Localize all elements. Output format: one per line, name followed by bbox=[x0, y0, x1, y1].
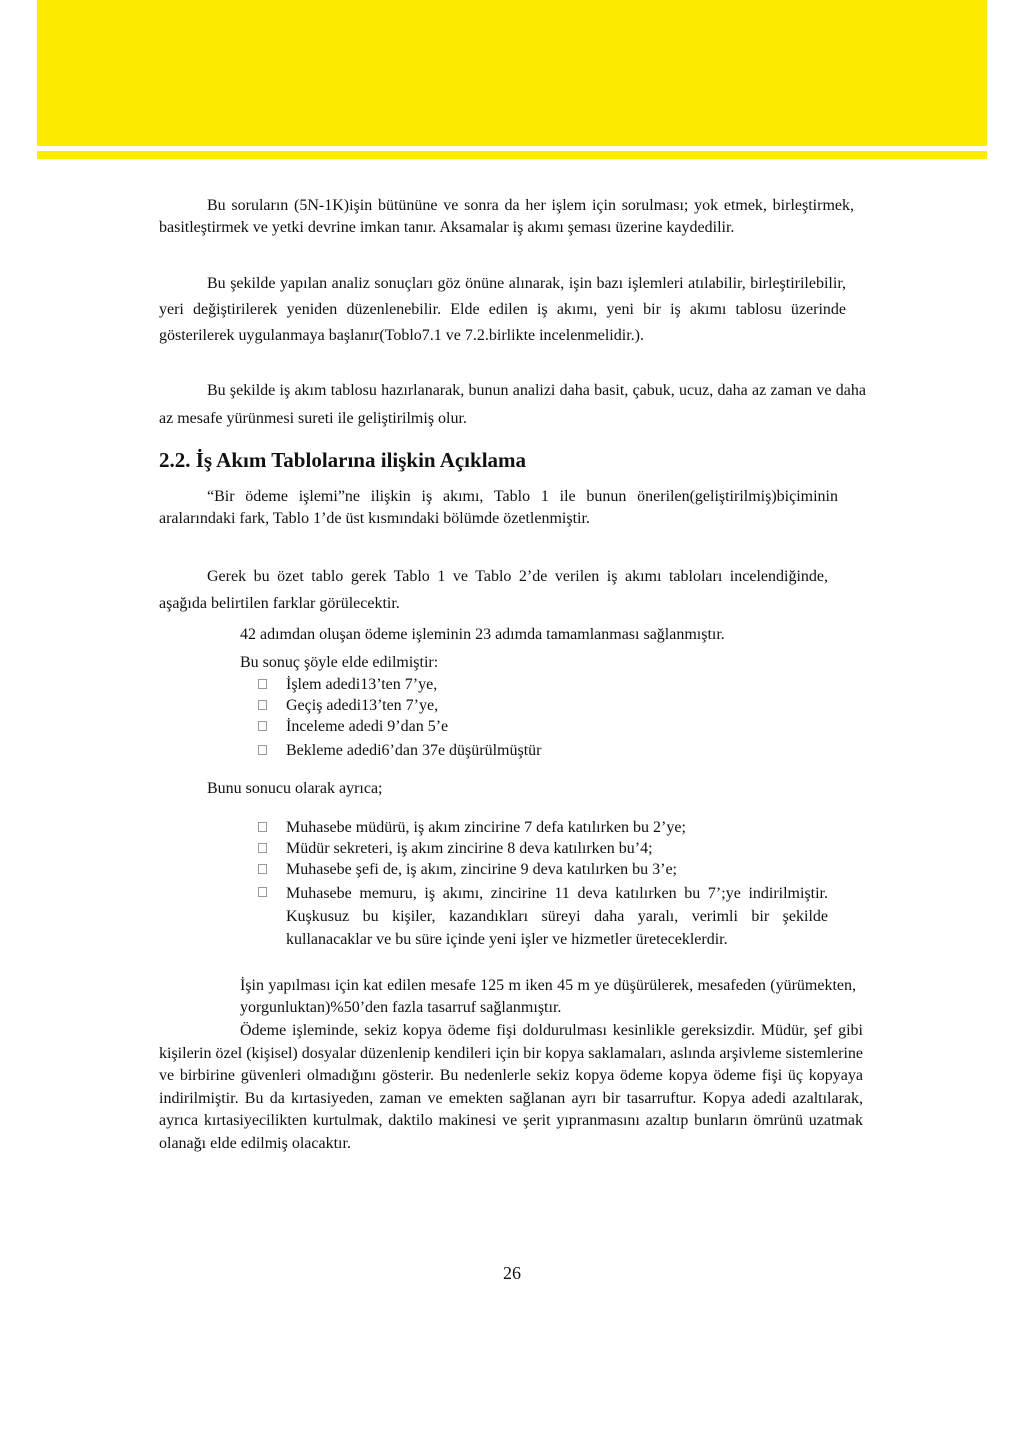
list-item bbox=[240, 859, 828, 880]
list-item bbox=[240, 740, 840, 761]
checkbox-bullet-icon bbox=[258, 822, 267, 832]
result-statement: 42 adımdan oluşan ödeme işleminin 23 adımda tamamlanması sağlanmıştır. bbox=[240, 626, 725, 643]
paragraph-distance-saving: İşin yapılması için kat edilen mesafe 125 m iken 45 m ye düşürülerek, mesafeden (yürümekten, yorgunluktan)%50’den fazla tasarruf sağlanmıştır. bbox=[240, 977, 856, 1016]
checkbox-bullet-icon bbox=[258, 721, 267, 731]
header-banner-strip bbox=[37, 151, 987, 159]
section-heading: 2.2. İş Akım Tablolarına ilişkin Açıklama bbox=[159, 448, 527, 472]
list-item bbox=[240, 695, 840, 716]
list-item-text: Muhasebe şefi de, iş akım, zincirine 9 deva katılırken bu 3’e; bbox=[286, 861, 677, 878]
list-item bbox=[240, 882, 828, 951]
paragraph-payment-process: “Bir ödeme işlemi”ne ilişkin iş akımı, Tablo 1 ile bunun önerilen(geliştirilmiş)biçiminin aralarındaki fark, Tablo 1’de üst kısmındaki bölümde özetlenmiştir. bbox=[159, 488, 838, 527]
list-item-text: Muhasebe müdürü, iş akım zincirine 7 defa katılırken bu 2’ye; bbox=[286, 819, 686, 836]
page-number: 26 bbox=[503, 1263, 521, 1283]
participation-list bbox=[240, 817, 828, 951]
checkbox-bullet-icon bbox=[258, 745, 267, 755]
checkbox-bullet-icon bbox=[258, 843, 267, 853]
paragraph-flow-table: Bu şekilde iş akım tablosu hazırlanarak, bunun analizi daha basit, çabuk, ucuz, daha az zaman ve daha az mesafe yürünmesi sureti ile geliştirilmiş olur. bbox=[159, 382, 866, 427]
checkbox-bullet-icon bbox=[258, 887, 267, 897]
result-intro: Bu sonuç şöyle elde edilmiştir: bbox=[240, 654, 439, 671]
paragraph-copy-reduction: Ödeme işleminde, sekiz kopya ödeme fişi doldurulması kesinlikle gereksizdir. Müdür, şef gibi kişilerin özel (kişisel) dosyalar düzenlenip kendileri için bir kopya saklamaları, aslında arşivleme sistemlerine ve birbirine güvenleri olmadığını gösterir. Bu nedenlerle sekiz kopya ödeme kopya ödeme fişi üç kopyaya indirilmiştir. Bu da kırtasiyeden, zaman ve emekten sağlanan ayrı bir tasarruftur. Kopya adedi azaltılarak, ayrıca kırtasiyecilikten kurtulmak, daktilo makinesi ve şerit yıpranmasını azaltıp bunların ömrünü uzatmak olanağı elde edilmiş olacaktır. bbox=[159, 1022, 863, 1152]
consequence-intro: Bunu sonucu olarak ayrıca; bbox=[207, 780, 383, 797]
list-item-text: Müdür sekreteri, iş akım zincirine 8 deva katılırken bu’4; bbox=[286, 840, 653, 857]
list-item-text: İşlem adedi13’ten 7’ye, bbox=[286, 676, 438, 693]
paragraph-5n1k: Bu soruların (5N-1K)işin bütününe ve sonra da her işlem için sorulması; yok etmek, birleştirmek, basitleştirmek ve yetki devrine imkan tanır. Aksamalar iş akımı şeması üzerine kaydedilir. bbox=[159, 197, 854, 236]
checkbox-bullet-icon bbox=[258, 679, 267, 689]
paragraph-analysis-results: Bu şekilde yapılan analiz sonuçları göz önüne alınarak, işin bazı işlemleri atılabilir, birleştirilebilir, yeri değiştirilerek yeniden düzenlenebilir. Elde edilen iş akımı, yeni bir iş akımı tablosu üzerinde gösterilerek uygulanmaya başlanır(Toblo7.1 ve 7.2.birlikte incelenmelidir.). bbox=[159, 275, 846, 344]
list-item bbox=[240, 674, 840, 695]
list-item bbox=[240, 838, 828, 859]
paragraph-summary-table: Gerek bu özet tablo gerek Tablo 1 ve Tablo 2’de verilen iş akımı tabloları incelendiğinde, aşağıda belirtilen farklar görülecektir. bbox=[159, 568, 828, 612]
list-item-text: Bekleme adedi6’dan 37e düşürülmüştür bbox=[286, 742, 542, 759]
checkbox-bullet-icon bbox=[258, 864, 267, 874]
list-item-text: İnceleme adedi 9’dan 5’e bbox=[286, 718, 449, 735]
header-banner bbox=[37, 0, 987, 146]
checkbox-bullet-icon bbox=[258, 700, 267, 710]
list-item-text: Geçiş adedi13’ten 7’ye, bbox=[286, 697, 439, 714]
list-item bbox=[240, 817, 828, 838]
list-item bbox=[240, 716, 840, 737]
list-item-text: Muhasebe memuru, iş akımı, zincirine 11 deva katılırken bu 7’;ye indirilmiştir. Kuşkusuz bu kişiler, kazandıkları süreyi daha yaralı, verimli bir şekilde kullanacaklar ve bu süre içinde yeni işler ve hizmetler üreteceklerdir. bbox=[286, 885, 828, 948]
reduction-list bbox=[240, 674, 840, 761]
